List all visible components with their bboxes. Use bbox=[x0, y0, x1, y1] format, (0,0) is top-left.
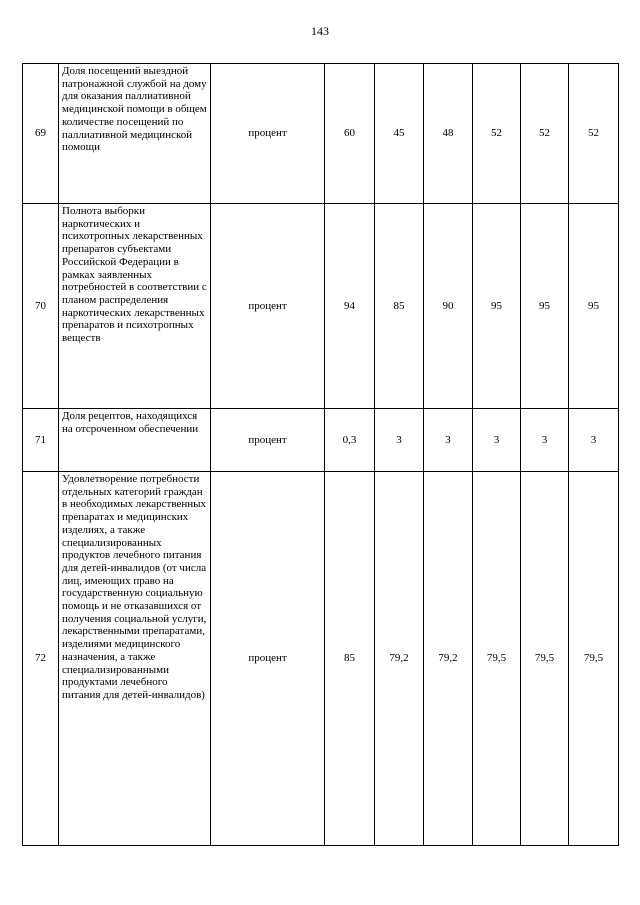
value-cell: 60 bbox=[325, 64, 375, 204]
value-cell: 45 bbox=[375, 64, 424, 204]
table-row bbox=[23, 472, 619, 846]
table-row bbox=[23, 204, 619, 409]
value-cell: 85 bbox=[375, 204, 424, 409]
row-number: 69 bbox=[23, 64, 59, 204]
value-cell: 3 bbox=[424, 409, 473, 472]
row-number: 70 bbox=[23, 204, 59, 409]
indicator-name: Удовлетворение потребности отдельных категорий граждан в необходимых лекарственных препаратах и медицинских изделиях, а также специализированных продуктов лечебного питания для детей-инвалидов (от числа лиц, имеющих право на государственную социальную помощь и не отказавшихся от получения социальной услуги, лекарственными препаратами, изделиями медицинского назначения, а также специализированными продуктами лечебного питания для детей-инвалидов) bbox=[59, 472, 211, 846]
indicator-name: Полнота выборки наркотических и психотропных лекарственных препаратов субъектами Российской Федерации в рамках заявленных потребностей в соответствии с планом распределения наркотических лекарственных препаратов и психотропных веществ bbox=[59, 204, 211, 409]
value-cell: 90 bbox=[424, 204, 473, 409]
value-cell: 95 bbox=[521, 204, 569, 409]
table-row bbox=[23, 64, 619, 204]
unit-cell: процент bbox=[211, 204, 325, 409]
value-cell: 79,5 bbox=[521, 472, 569, 846]
unit-cell: процент bbox=[211, 409, 325, 472]
value-cell: 95 bbox=[569, 204, 619, 409]
value-cell: 52 bbox=[569, 64, 619, 204]
value-cell: 52 bbox=[521, 64, 569, 204]
value-cell: 94 bbox=[325, 204, 375, 409]
unit-cell: процент bbox=[211, 472, 325, 846]
indicators-table bbox=[22, 63, 619, 846]
indicator-name: Доля посещений выездной патронажной службой на дому для оказания паллиативной медицинской помощи в общем количестве посещений по паллиативной медицинской помощи bbox=[59, 64, 211, 204]
value-cell: 0,3 bbox=[325, 409, 375, 472]
value-cell: 3 bbox=[473, 409, 521, 472]
value-cell: 95 bbox=[473, 204, 521, 409]
value-cell: 79,2 bbox=[375, 472, 424, 846]
value-cell: 79,2 bbox=[424, 472, 473, 846]
value-cell: 52 bbox=[473, 64, 521, 204]
value-cell: 79,5 bbox=[569, 472, 619, 846]
row-number: 71 bbox=[23, 409, 59, 472]
value-cell: 79,5 bbox=[473, 472, 521, 846]
value-cell: 3 bbox=[375, 409, 424, 472]
indicator-name: Доля рецептов, находящихся на отсроченном обеспечении bbox=[59, 409, 211, 472]
value-cell: 3 bbox=[569, 409, 619, 472]
unit-cell: процент bbox=[211, 64, 325, 204]
table-row bbox=[23, 409, 619, 472]
value-cell: 3 bbox=[521, 409, 569, 472]
row-number: 72 bbox=[23, 472, 59, 846]
page-number: 143 bbox=[311, 24, 329, 38]
value-cell: 85 bbox=[325, 472, 375, 846]
value-cell: 48 bbox=[424, 64, 473, 204]
